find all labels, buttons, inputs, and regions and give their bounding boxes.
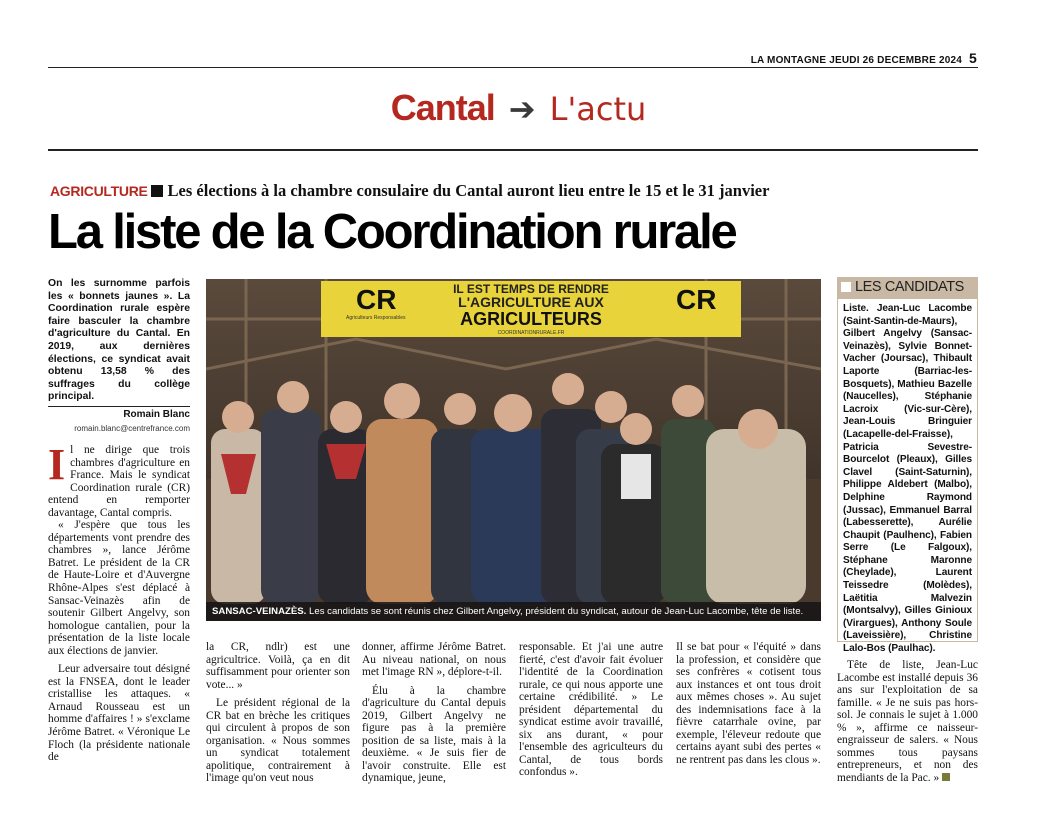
body-paragraph: « J'espère que tous les départements vont prendre des chambres », lance Jérôme Batret. Le président de la CR de Haute-Loire et d'Auvergne Rhône-Alpes s'est déplacé à Sansac-Veinazès afin de soutenir Gilbert Angelvy, son homologue cantalien, pour la présentation de la liste locale aux élections de janvier.: [48, 519, 190, 657]
candidates-list: Jean-Luc Lacombe (Saint-Santin-de-Maurs), Gilbert Angelvy (Sansac-Veinazès), Sylvie Bonnet-Vacher (Joursac), Thibault Laporte (Barriac-les-Bosquets), Mathieu Bazelle (Naucelles), Stéphanie Lacroix (Vic-sur-Cère), Jean-Louis Bringuier (Lacapelle-del-Fraisse), Patricia Sevestre-Bourcelot (Pleaux), Gilles Clavel (Saint-Saturnin), Philippe Aldebert (Malbo), Delphine Raymond (Jussac), Emmanuel Barral (Labesserette), Aurélie Chaupit (Paulhenc), Fabien Serre (Le Falgoux), Stéphane Maronne (Cheylade), Laurent Teissedre (Molèdes), Laëtitia Malvezin (Montsalvy), Gilles Ginioux (Virargues), Anthony Soule (Laveissière), Christine Lalo-Bos (Paulhac).: [843, 303, 972, 655]
body-paragraph: Leur adversaire tout désigné est la FNSEA, dont le leader cristallise les attaques. « Arnaud Rousseau est un homme d'affaires ! » s'exclame Jérôme Batret. « Véronique Le Floch (la présidente nationale de: [48, 663, 190, 764]
article-headline: La liste de la Coordination rurale: [48, 205, 736, 259]
author-name: Romain Blanc: [123, 409, 190, 420]
banner-logo: CR: [356, 284, 397, 315]
page-number: 5: [969, 50, 977, 66]
body-column-4: [519, 641, 663, 779]
candidates-box-title: [837, 277, 978, 298]
body-column-2: [206, 641, 350, 785]
body-paragraph: Tête de liste, Jean-Luc Lacombe est installé depuis 36 ans sur l'exploitation de sa famille. « Je ne suis pas hors-sol. Je connais le sujet à 1.000 % », affirme ce naisseur-engraisseur de salers. « Nous sommes tous paysans entrepreneurs, et non des mendiants de la Pac. »: [837, 659, 978, 784]
issue-date: JEUDI 26 DECEMBRE 2024: [829, 55, 963, 66]
body-paragraph: Le président régional de la CR bat en brèche les critiques qui circulent à propos de son organisation. « Nous sommes un syndicat totalement apolitique, contrairement à l'image qu'on veut nous: [206, 697, 350, 785]
body-paragraph: l ne dirige que trois chambres d'agriculture en France. Mais le syndicat Coordination rurale (CR) entend en remporter davantage, Cantal compris.: [48, 444, 190, 519]
arrow-icon: ➔: [508, 91, 536, 127]
body-column-5: [676, 641, 821, 766]
body-paragraph: Élu à la chambre d'agriculture du Cantal depuis 2019, Gilbert Angelvy ne figure pas à la première position de sa liste, mais à la deuxième. « Je suis fier de l'avoir construite. Elle est dynamique, jeune,: [362, 684, 506, 785]
photo-caption: [206, 602, 821, 621]
body-paragraph: responsable. Et j'ai une autre fierté, c'est d'avoir fait évoluer l'identité de la Coordination rurale, ce qui nous apporte une certaine crédibilité. » Le président départemental du syndicat estime avoir travaillé, six ans durant, « pour l'ensemble des agriculteurs du Cantal, de tous bords confondus ».: [519, 641, 663, 779]
article-photo: [206, 279, 821, 621]
banner-url: COORDINATIONRURALE.FR: [497, 330, 565, 336]
kicker-text: Les élections à la chambre consulaire du Cantal auront lieu entre le 15 et le 31 janvier: [167, 181, 770, 200]
section-name: Cantal: [390, 87, 495, 128]
body-paragraph: donner, affirme Jérôme Batret. Au niveau national, on nous met l'image RN », déplore-t-il.: [362, 641, 506, 679]
banner-line-3: AGRICULTEURS: [460, 309, 602, 329]
banner-line-1: IL EST TEMPS DE RENDRE: [453, 282, 609, 296]
section-rubric: [0, 86, 1037, 131]
caption-location: SANSAC-VEINAZÈS.: [212, 606, 307, 617]
cr-banner: [321, 281, 741, 337]
body-paragraph: la CR, ndlr) est une agricultrice. Voilà, ça en dit suffisamment pour orienter son vote... »: [206, 641, 350, 691]
author-rule: [48, 406, 190, 407]
candidates-title: LES CANDIDATS: [855, 279, 964, 295]
masthead: [751, 50, 977, 66]
kicker-keyword: AGRICULTURE: [50, 183, 148, 199]
caption-text: Les candidats se sont réunis chez Gilbert Angelvy, président du syndicat, autour de Jean-Luc Lacombe, tête de liste.: [309, 606, 804, 617]
square-bullet-icon: [151, 185, 163, 197]
drop-cap: I: [48, 440, 66, 489]
top-rule: [48, 67, 978, 68]
body-column-6: [837, 659, 978, 784]
banner-line-2: L'AGRICULTURE AUX: [458, 294, 604, 310]
square-bullet-icon: [841, 282, 851, 292]
candidates-label: Liste.: [843, 303, 869, 314]
section-rule: [48, 149, 978, 151]
banner-logo-right: CR: [676, 284, 717, 315]
body-column-1: [48, 440, 190, 764]
article-lead: On les surnomme parfois les « bonnets jaunes ». La Coordination rurale espère faire basculer la chambre d'agriculture du Cantal. En 2019, aux dernières élections, ce syndicat avait obtenu 13,58 % des suffrages du collège principal.: [48, 278, 190, 403]
body-paragraph: Il se bat pour « l'équité » dans la profession, et considère que ses confrères « cotisent tous aux instances et ont tous droit aux mêmes choses ». Au sujet des indemnisations face à la fièvre catarrhale ovine, par exemple, l'éleveur redoute que certains ayant subi des pertes « ne rentrent pas dans les clous ».: [676, 641, 821, 766]
body-column-3: [362, 641, 506, 785]
banner-logo-sub: Agriculteurs Responsables: [346, 315, 406, 321]
paper-name: LA MONTAGNE: [750, 55, 827, 66]
candidates-box: [837, 298, 978, 655]
author-email[interactable]: romain.blanc@centrefrance.com: [74, 424, 190, 433]
kicker: [50, 181, 769, 201]
group-photo-illustration: [206, 279, 821, 621]
subsection-name: L'actu: [549, 90, 647, 128]
end-square-icon: [942, 773, 950, 781]
